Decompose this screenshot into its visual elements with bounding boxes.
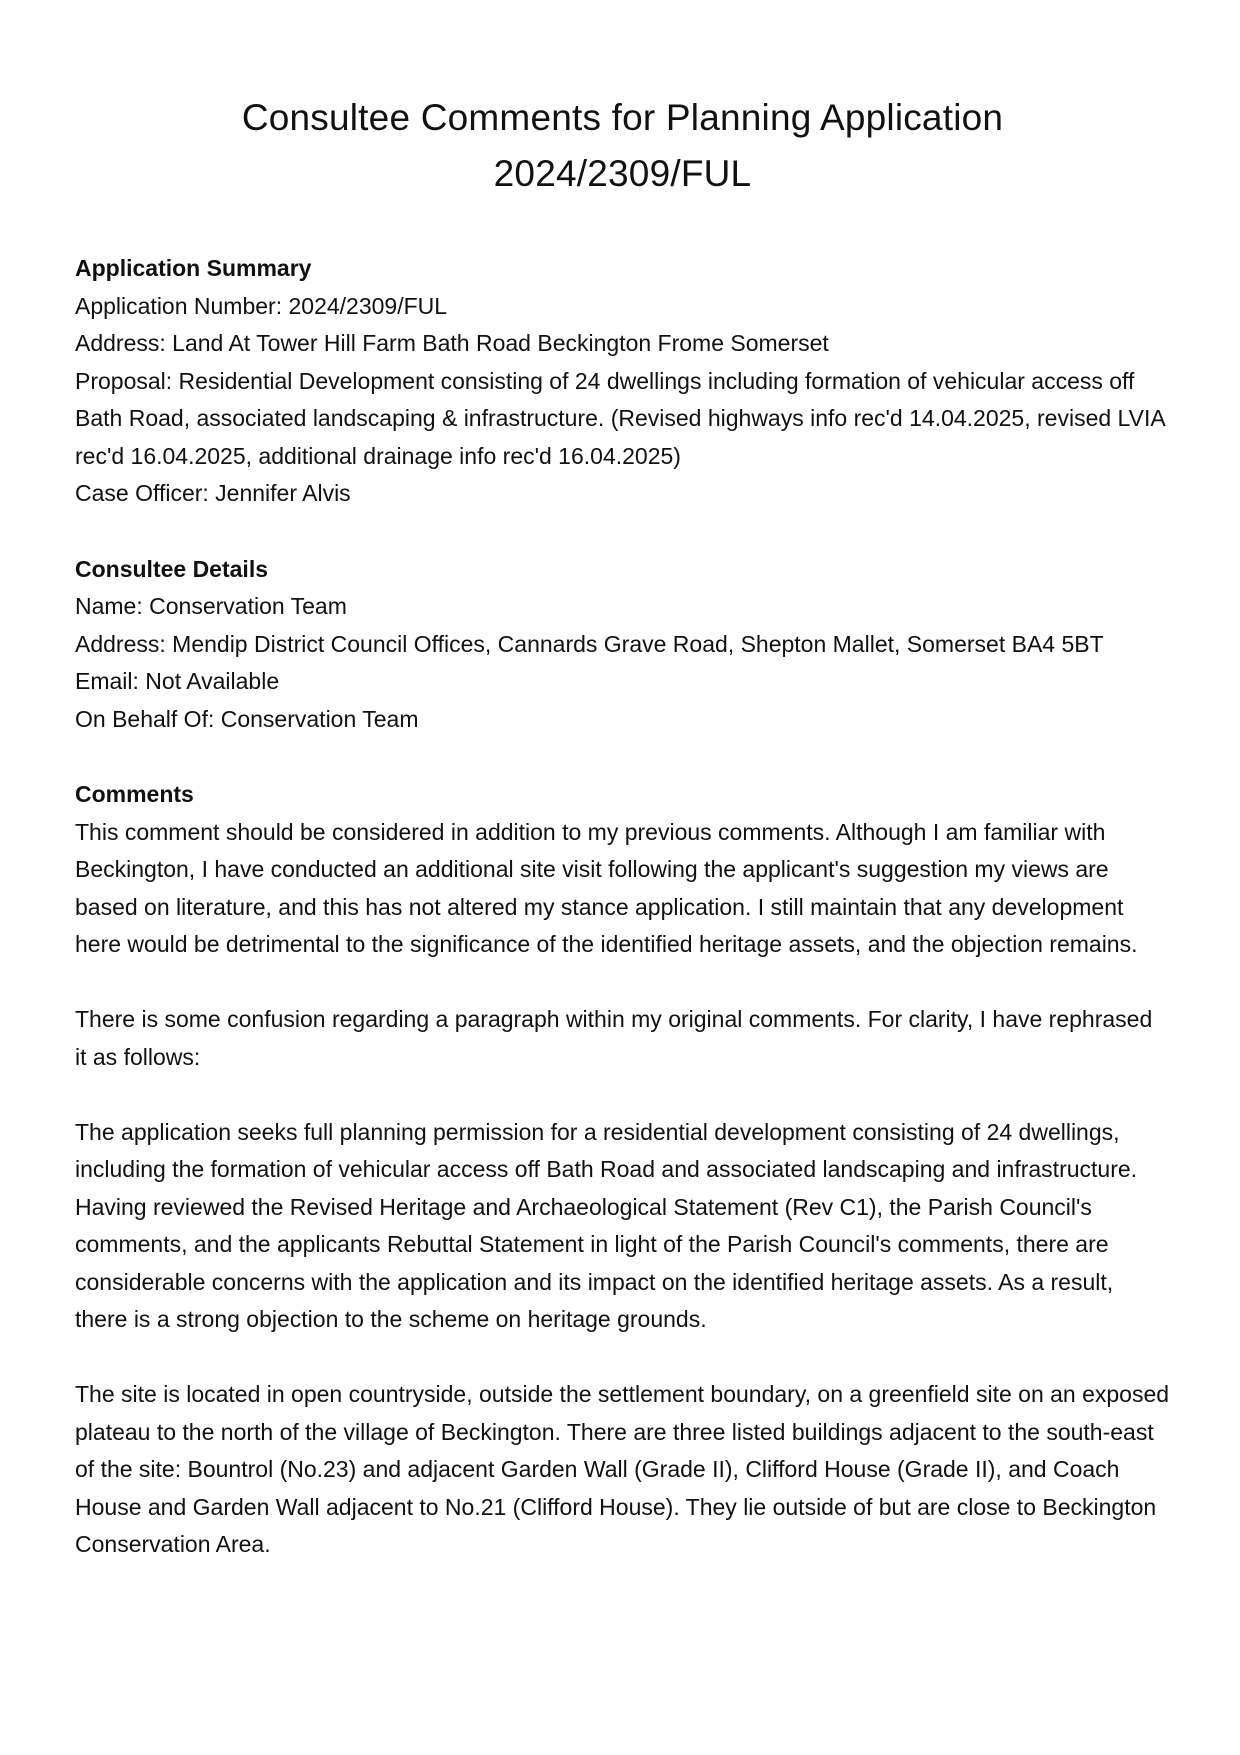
application-address: Address: Land At Tower Hill Farm Bath Road Beckington Frome Somerset <box>75 330 829 356</box>
consultee-address: Address: Mendip District Council Offices, Cannards Grave Road, Shepton Mallet, Somerset BA4 5BT <box>75 630 1104 657</box>
comment-paragraph: The application seeks full planning permission for a residential development consisting of 24 dwellings, including the formation of vehicular access off Bath Road and associated landscaping and infrastructure. Having reviewed the Revised Heritage and Archaeological Statement (Rev C1), the Parish Council's comments, and the applicants Rebuttal Statement in light of the Parish Council's comments, there are considerable concerns with the application and its impact on the identified heritage assets. As a result, there is a strong objection to the scheme on heritage grounds. <box>75 1118 1138 1332</box>
consultee-name: Name: Conservation Team <box>75 593 347 619</box>
document-page <box>75 90 1170 1602</box>
application-number: Application Number: 2024/2309/FUL <box>75 292 448 319</box>
comment-paragraph: There is some confusion regarding a paragraph within my original comments. For clarity, I have rephrased it as follows: <box>75 1006 1153 1070</box>
comment-paragraph: The site is located in open countryside, outside the settlement boundary, on a greenfield site on an exposed plateau to the north of the village of Beckington. There are three listed buildings adjacent to the south-east of the site: Bountrol (No.23) and adjacent Garden Wall (Grade II), Clifford House (Grade II), and Coach House and Garden Wall adjacent to No.21 (Clifford House). They lie outside of but are close to Beckington Conservation Area. <box>75 1381 1170 1557</box>
application-summary-section <box>75 250 1170 513</box>
title-line-2: 2024/2309/FUL <box>493 153 752 194</box>
consultee-on-behalf-of: On Behalf Of: Conservation Team <box>75 705 419 732</box>
title-line-1: Consultee Comments for Planning Application <box>241 97 1004 138</box>
page-title <box>75 90 1170 202</box>
case-officer: Case Officer: Jennifer Alvis <box>75 480 351 506</box>
comments-heading: Comments <box>75 781 194 807</box>
consultee-email: Email: Not Available <box>75 668 280 694</box>
application-summary-heading: Application Summary <box>75 255 312 281</box>
comment-paragraph: This comment should be considered in addition to my previous comments. Although I am familiar with Beckington, I have conducted an additional site visit following the applicant's suggestion my views are based on literature, and this has not altered my stance application. I still maintain that any development here would be detrimental to the significance of the identified heritage assets, and the objection remains. <box>75 818 1138 957</box>
consultee-details-section <box>75 551 1170 739</box>
consultee-details-heading: Consultee Details <box>75 555 268 582</box>
comments-section <box>75 776 1170 1564</box>
comments-body <box>75 814 1170 1564</box>
application-proposal: Proposal: Residential Development consisting of 24 dwellings including formation of vehicular access off Bath Road, associated landscaping & infrastructure. (Revised highways info rec'd 14.04.2025, revised LVIA rec'd 16.04.2025, additional drainage info rec'd 16.04.2025) <box>75 367 1165 469</box>
